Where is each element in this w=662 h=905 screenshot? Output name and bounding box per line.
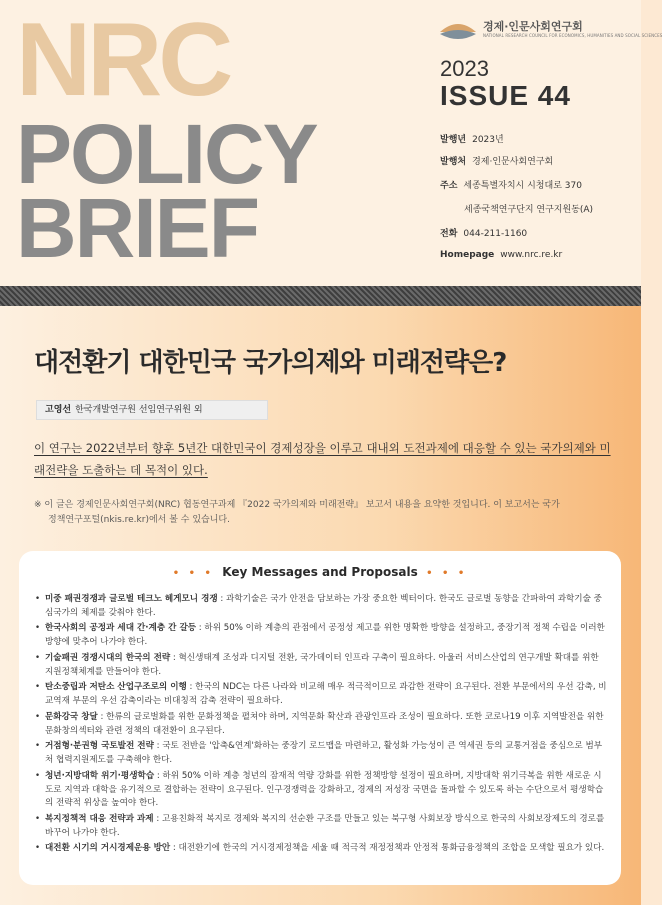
list-item	[35, 770, 609, 811]
pubinfo-value: www.nrc.re.kr	[500, 250, 563, 260]
list-item	[35, 652, 609, 679]
issue-number: ISSUE 44	[440, 80, 571, 111]
item-head: 거점형·분권형 국토발전 전략	[45, 741, 154, 752]
title-dots-left: • • •	[172, 568, 214, 579]
pubinfo-value: 세종국책연구단지 연구지원동(A)	[464, 205, 594, 215]
list-item	[35, 681, 609, 708]
item-head: 미중 패권경쟁과 글로벌 테크노 헤게모니 경쟁	[45, 594, 218, 604]
nrc-logo	[438, 18, 662, 42]
nrc-logo-icon	[438, 18, 478, 42]
item-text: : 하위 50% 이하 계층의 관점에서 공정성 제고를 위한 명확한 방향을 설정하고, 중장기적 정책 수립을 이러한 방향에 맞추어 나가야 한다.	[45, 623, 605, 648]
pubinfo-key: Homepage	[440, 250, 495, 260]
logo-title: 경제·인문사회연구회	[483, 20, 583, 33]
author-name: 고영선	[45, 405, 72, 415]
list-item	[35, 622, 609, 649]
list-item	[35, 593, 609, 620]
item-head: 대전환 시기의 거시경제운용 방안	[45, 843, 171, 854]
pubinfo-key: 전화	[440, 229, 458, 239]
key-messages-heading: Key Messages and Proposals	[222, 565, 418, 579]
item-head: 기술패권 경쟁시대의 한국의 전략	[45, 652, 171, 663]
pubinfo-key: 주소	[440, 181, 458, 191]
item-text: : 고용친화적 복지로 경제와 복지의 선순환 구조를 만들고 있는 북구형 사회보장 방식으로 한국의 사회보장제도의 경로를 바꾸어 나가야 한다.	[45, 813, 605, 838]
intro-paragraph	[34, 437, 614, 481]
item-text: : 한류의 글로벌화를 위한 문화정책을 펼쳐야 하며, 지역문화 확산과 관광인프라 조성이 필요하다. 또한 코로나19 이후 지역발전을 위한 문화창의섹터와 관련 정책의 대전환이 요구된다.	[45, 711, 604, 736]
issue-year: 2023	[440, 56, 489, 81]
item-text: : 하위 50% 이하 계층 청년의 잠재적 역량 강화를 위한 정책방향 설정이 필요하며, 지방대학 위기극복을 위한 새로운 시도로 지역과 대학을 유기적으로 결합하는 전략이 요구된다. 인구경쟁력을 강화하고, 경제의 저성장 국면을 돌파할 수 있도록 하는 수단으로서 평생학습의 전략적 위상을 높여야 한다.	[45, 770, 604, 809]
masthead-area	[0, 0, 662, 286]
item-text: : 혁신생태계 조성과 디지털 전환, 국가데이터 인프라 구축이 필요하다. 아울러 서비스산업의 연구개발 확대를 위한 지원정책체계를 만들어야 한다.	[45, 652, 599, 677]
key-messages-card	[19, 551, 621, 885]
list-item	[35, 711, 609, 738]
masthead-nrc: NRC	[16, 2, 230, 118]
pubinfo-value: 2023년	[472, 135, 504, 145]
note-line-2: 정책연구포털(nkis.re.kr)에서 볼 수 있습니다.	[48, 515, 230, 525]
masthead-policy: POLICY	[16, 107, 317, 201]
page-title: 대전환기 대한민국 국가의제와 미래전략은?	[34, 348, 507, 378]
title-dots-right: • • •	[426, 568, 468, 579]
item-head: 청년·지방대학 위기·평생학습	[45, 770, 155, 781]
pubinfo-value: 경제·인문사회연구회	[472, 157, 554, 167]
pubinfo-value: 044-211-1160	[463, 229, 528, 239]
author-box	[36, 400, 268, 420]
note-line-1: ※ 이 글은 경제인문사회연구회(NRC) 협동연구과제 『2022 국가의제와 미래전략』 보고서 내용을 요약한 것입니다. 이 보고서는 국가	[34, 500, 560, 510]
item-head: 문화강국 창달	[45, 711, 98, 722]
list-item	[35, 842, 609, 856]
item-text: : 국토 전반을 '압축&연계'화하는 중장기 로드맵을 마련하고, 활성화 가능성이 큰 역세권 등의 교통거점을 중심으로 범부처 협력지원제도를 구축해야 한다.	[45, 741, 603, 766]
pubinfo-value: 세종특별자치시 시청대로 370	[463, 181, 582, 191]
pubinfo-key: 발행처	[440, 157, 467, 167]
item-head: 한국사회의 공정과 세대 간·계층 간 갈등	[45, 623, 197, 634]
list-item	[35, 813, 609, 840]
item-text: : 과학기술은 국가 안전을 담보하는 가장 중요한 벡터이다. 한국도 글로벌 동향을 간파하여 과학기술 중심국가의 체제를 갖춰야 한다.	[45, 594, 602, 618]
masthead-brief: BRIEF	[16, 181, 258, 275]
pattern-divider	[0, 286, 641, 306]
item-text: : 한국의 NDC는 다른 나라와 비교해 매우 적극적이므로 과감한 전략이 요구된다. 전환 부문에서의 우선 감축, 비교역재 부문의 우선 감축이라는 비대칭적 감축 전략이 필요하다.	[45, 682, 607, 707]
key-messages-list	[35, 593, 609, 858]
source-note	[34, 498, 614, 528]
intro-text: 이 연구는 2022년부터 향후 5년간 대한민국이 경제성장을 이루고 대내외 도전과제에 대응할 수 있는 국가의제와 미래전략을 도출하는 데 목적이 있다.	[34, 441, 611, 477]
author-affiliation: 한국개발연구원 선임연구위원 외	[75, 405, 203, 415]
list-item	[35, 740, 609, 767]
logo-subtitle: NATIONAL RESEARCH COUNCIL FOR ECONOMICS, HUMANITIES AND SOCIAL SCIENCES	[483, 33, 662, 38]
item-text: : 대전환기에 한국의 거시경제정책을 세울 때 적극적 재정정책과 안정적 통화금융정책의 조합을 모색할 필요가 있다.	[170, 843, 605, 854]
item-head: 복지정책적 대응 전략과 과제	[45, 813, 154, 824]
item-head: 탄소중립과 저탄소 산업구조로의 이행	[45, 682, 187, 693]
pubinfo-key: 발행년	[440, 135, 467, 145]
key-messages-title	[19, 565, 621, 579]
